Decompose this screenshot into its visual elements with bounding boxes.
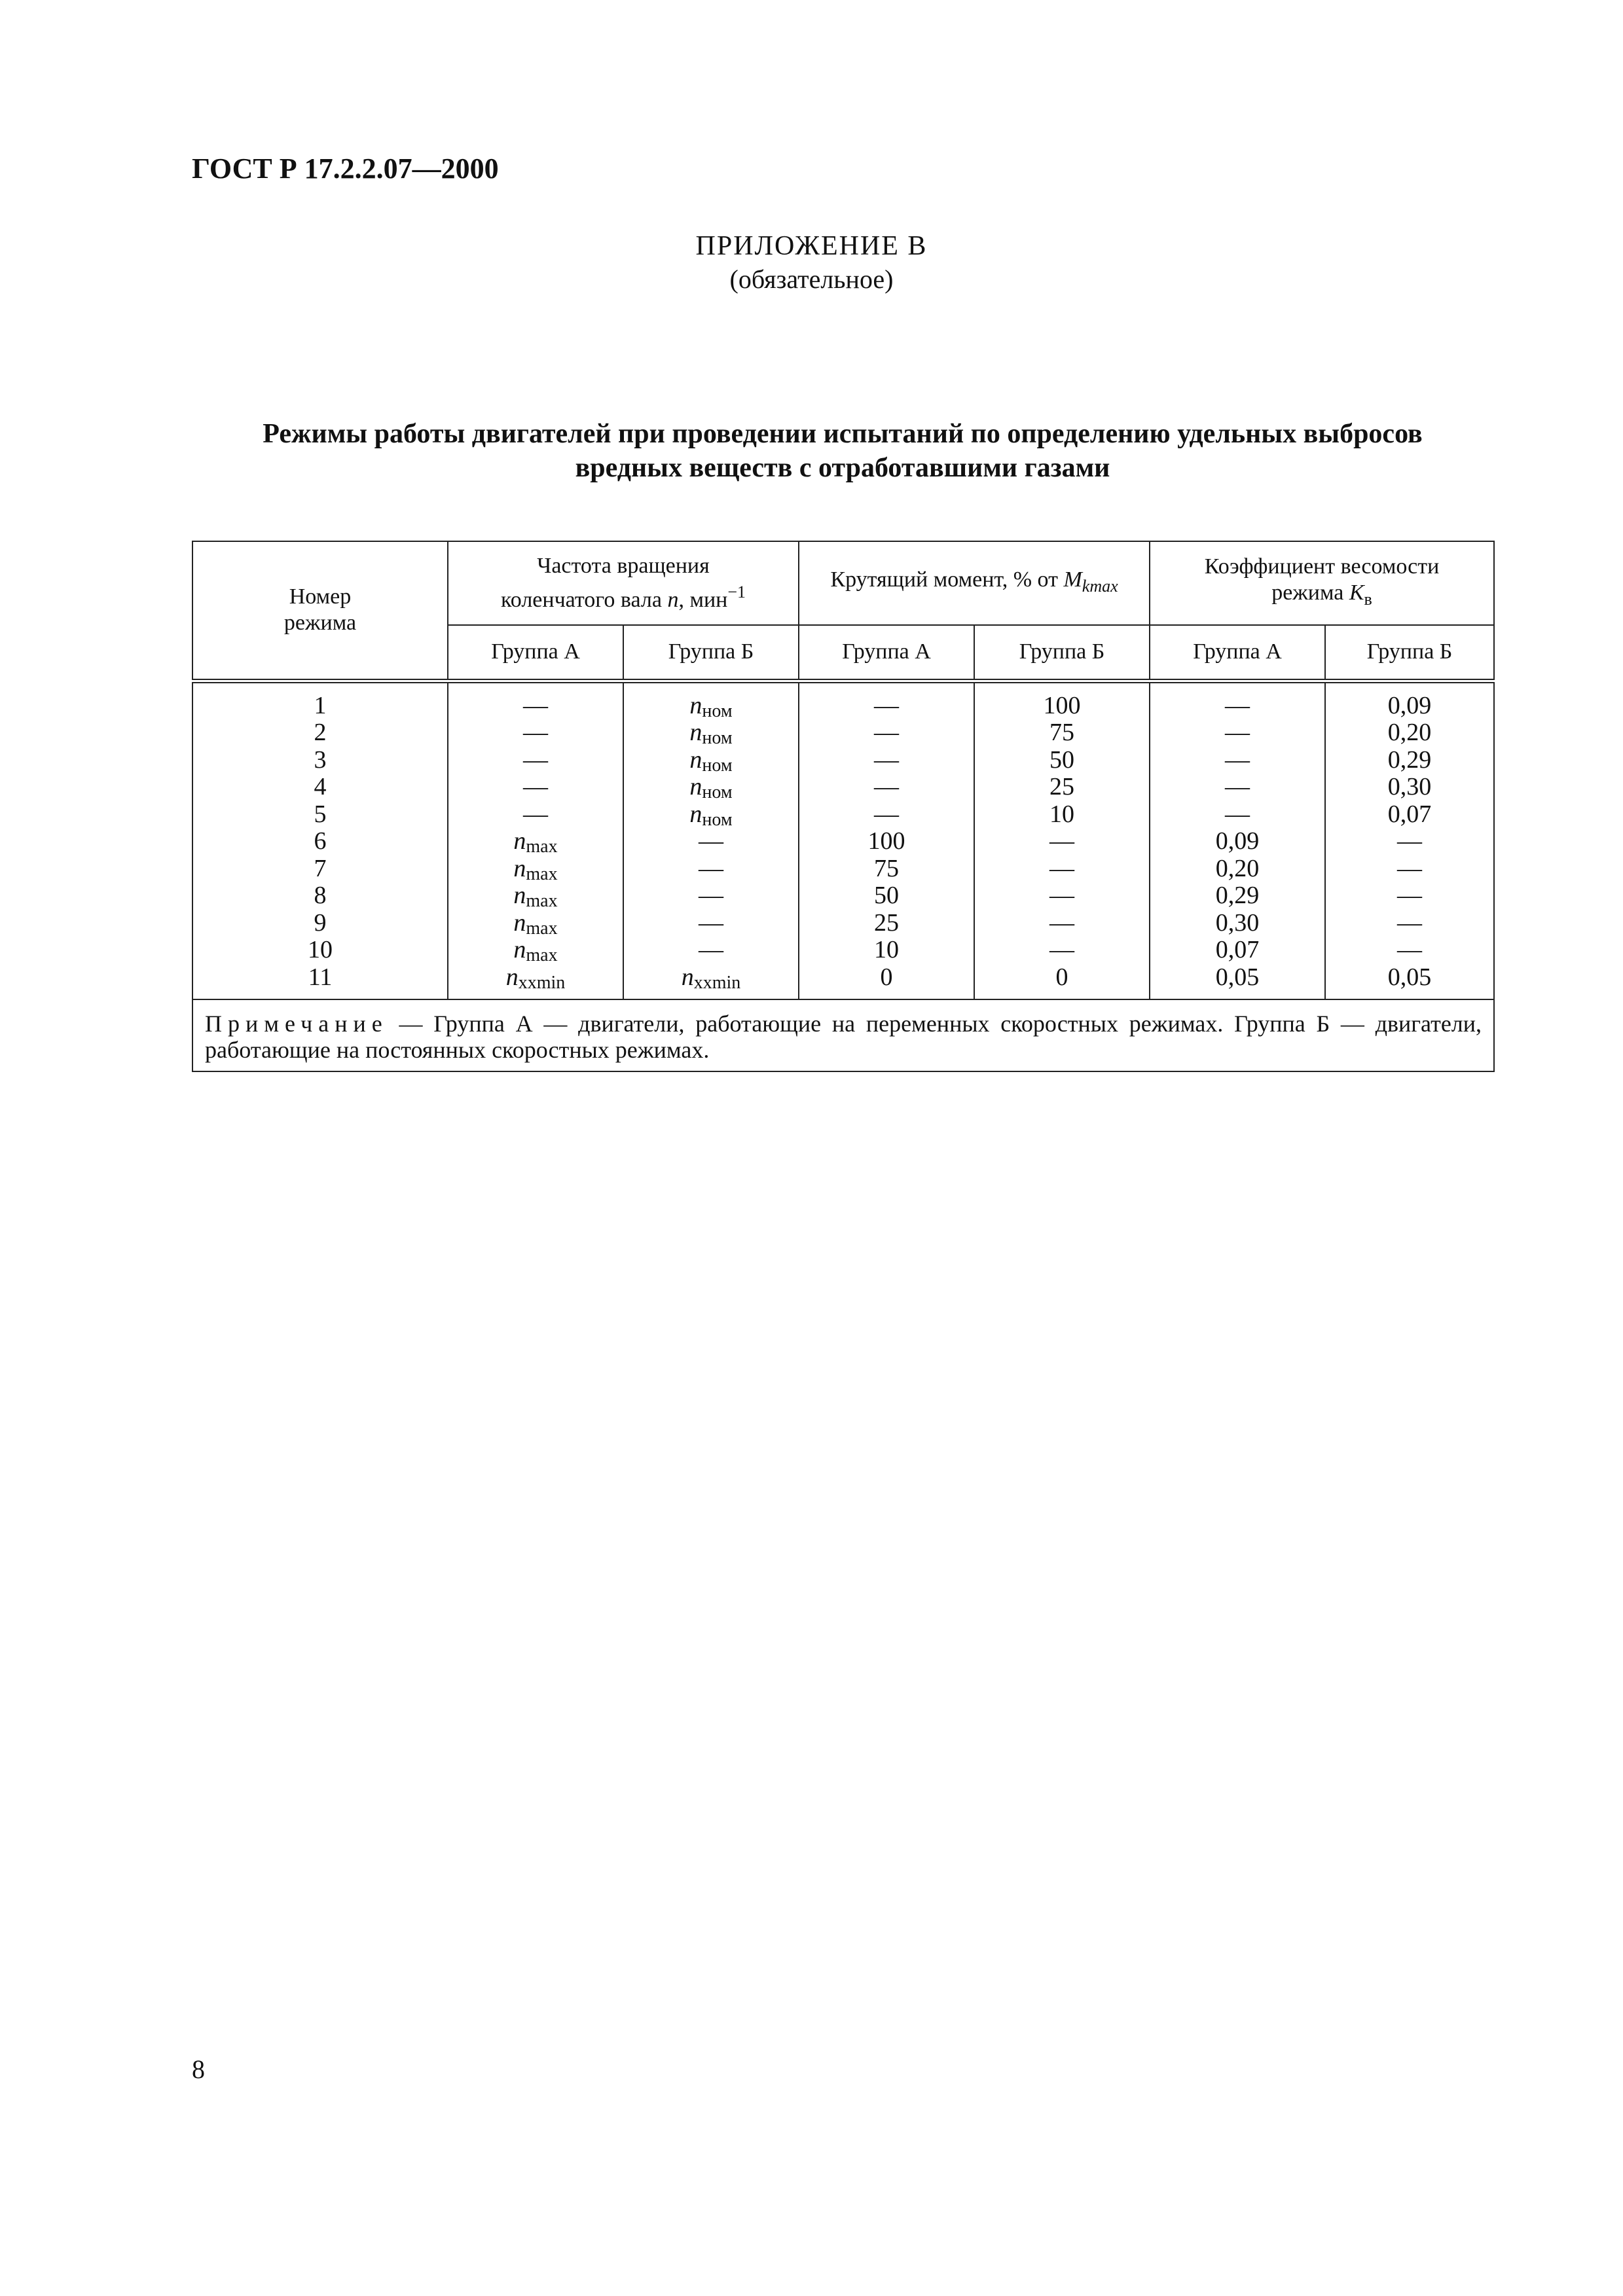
table-cell-freq-a: — xyxy=(523,745,548,774)
table-cell-torque-b: 0 xyxy=(1055,963,1068,991)
column-frequency-group-b-values xyxy=(624,692,798,992)
group-a-weight-header: Группа А xyxy=(1150,625,1325,681)
table-cell-weight-b: — xyxy=(1397,882,1423,909)
table-cell-torque-b: — xyxy=(1049,854,1075,882)
table-cell-freq-b: $n_{ном}$ xyxy=(689,745,733,776)
table-body-row xyxy=(192,681,1494,999)
table-cell-freq-b: $n_{xxmin}$ xyxy=(681,963,741,993)
table-cell-weight-b: — xyxy=(1397,936,1423,963)
table-cell-mode: 7 xyxy=(314,854,327,882)
table-cell-freq-b: $n_{ном}$ xyxy=(689,773,733,802)
group-b-torque-header: Группа Б xyxy=(974,625,1150,681)
table-cell-freq-b: $n_{ном}$ xyxy=(689,800,733,830)
column-weight-group-a-values xyxy=(1150,692,1324,992)
table-cell-weight-a: — xyxy=(1225,800,1250,828)
table-cell-weight-b: 0,20 xyxy=(1387,719,1432,746)
table-cell-torque-a: 25 xyxy=(874,908,900,937)
table-cell-weight-b: 0,29 xyxy=(1387,745,1432,774)
table-cell-torque-b: 25 xyxy=(1049,773,1075,800)
column-frequency-group-a-values xyxy=(448,692,623,992)
column-torque-group-a-values xyxy=(799,692,974,992)
column-header-mode xyxy=(192,541,448,681)
table-cell-mode: 3 xyxy=(314,745,327,774)
table-cell-torque-a: — xyxy=(874,745,900,774)
column-weight-group-b-values xyxy=(1326,692,1493,992)
table-cell-torque-b: — xyxy=(1049,882,1075,909)
table-cell-freq-b: — xyxy=(699,882,723,909)
document-code: ГОСТ Р 17.2.2.07—2000 xyxy=(192,152,499,185)
table-cell-freq-b: — xyxy=(699,908,723,937)
table-cell-torque-b: — xyxy=(1049,908,1075,937)
table-cell-freq-a: — xyxy=(523,773,548,800)
table-cell-torque-a: 100 xyxy=(867,827,905,855)
column-header-weight-line-1: Коэффициент весомости xyxy=(1204,554,1440,579)
table-cell-mode: 2 xyxy=(314,719,327,746)
table-cell-mode: 6 xyxy=(314,827,327,855)
table-cell-torque-a: 75 xyxy=(874,854,900,882)
table-cell-freq-a: — xyxy=(523,719,548,746)
table-cell-torque-a: — xyxy=(874,719,900,746)
table-cell-mode: 1 xyxy=(314,691,327,719)
table-cell-weight-a: — xyxy=(1225,773,1250,800)
weight-symbol: K xyxy=(1349,581,1364,605)
table-cell-torque-b: 10 xyxy=(1049,800,1075,828)
appendix-title: ПРИЛОЖЕНИЕ В xyxy=(695,231,928,261)
table-cell-weight-b: — xyxy=(1397,854,1423,882)
table-cell-weight-a: 0,07 xyxy=(1215,936,1260,963)
table-cell-weight-a: 0,05 xyxy=(1215,963,1260,991)
table-cell-freq-a: $n_{max}$ xyxy=(513,908,558,939)
table-title xyxy=(192,417,1493,485)
table-cell-freq-a: $n_{xxmin}$ xyxy=(505,963,566,993)
table-cell-mode: 9 xyxy=(314,908,327,937)
table-cell-freq-a: $n_{max}$ xyxy=(513,854,558,884)
column-torque-group-b-values xyxy=(975,692,1149,992)
table-cell-torque-a: 10 xyxy=(874,936,900,963)
note-label: Примечание xyxy=(205,1011,388,1037)
table-cell-freq-a: — xyxy=(523,800,548,828)
torque-symbol: M xyxy=(1063,567,1082,592)
table-cell-freq-a: $n_{max}$ xyxy=(513,936,558,965)
table-cell-torque-b: 75 xyxy=(1049,719,1075,746)
column-header-frequency xyxy=(448,541,799,625)
appendix-heading xyxy=(0,229,1623,296)
table-cell-freq-a: $n_{max}$ xyxy=(513,827,558,857)
table-cell-freq-b: $n_{ном}$ xyxy=(689,691,733,721)
table-cell-weight-a: 0,09 xyxy=(1215,827,1260,855)
table-cell-freq-b: — xyxy=(699,827,723,855)
table-cell-torque-a: 0 xyxy=(880,963,893,991)
group-a-frequency-header: Группа А xyxy=(448,625,623,681)
column-header-mode-text: Номер режима xyxy=(283,584,357,636)
table-cell-weight-a: — xyxy=(1225,691,1250,719)
group-b-weight-header: Группа Б xyxy=(1325,625,1494,681)
group-a-torque-header: Группа А xyxy=(799,625,974,681)
appendix-status: (обязательное) xyxy=(729,264,894,294)
note-text: — Группа А — двигатели, работающие на переменных скоростных режимах. Группа Б — двигатели, работающие на постоянных скоростных режимах. xyxy=(205,1011,1482,1063)
table-title-line-1: Режимы работы двигателей при проведении испытаний по определению удельных выбросов xyxy=(263,419,1423,449)
table-cell-weight-b: — xyxy=(1397,827,1423,855)
table-cell-torque-a: — xyxy=(874,773,900,800)
table-cell-torque-a: — xyxy=(874,800,900,828)
table-cell-weight-b: 0,30 xyxy=(1387,773,1432,800)
frequency-unit: , мин xyxy=(678,588,728,612)
table-cell-weight-a: — xyxy=(1225,719,1250,746)
table-title-line-2: вредных веществ с отработавшими газами xyxy=(575,453,1110,483)
weight-symbol-subscript: в xyxy=(1364,590,1372,609)
table-cell-weight-a: 0,20 xyxy=(1215,854,1260,882)
modes-table xyxy=(192,541,1495,1072)
table-cell-weight-b: 0,05 xyxy=(1387,963,1432,991)
table-cell-mode: 10 xyxy=(308,936,333,963)
column-header-frequency-line-1: Частота вращения xyxy=(537,554,710,578)
table-cell-mode: 8 xyxy=(314,882,327,909)
group-b-frequency-header: Группа Б xyxy=(623,625,799,681)
table-cell-freq-b: — xyxy=(699,854,723,882)
column-header-torque xyxy=(799,541,1150,625)
table-cell-mode: 5 xyxy=(314,800,327,828)
table-cell-weight-b: — xyxy=(1397,908,1423,937)
table-cell-freq-a: — xyxy=(523,691,548,719)
column-header-weight-line-2: режима xyxy=(1271,581,1349,605)
table-cell-mode: 11 xyxy=(308,963,333,991)
page-number: 8 xyxy=(192,2054,205,2084)
frequency-symbol: n xyxy=(667,588,679,612)
table-cell-weight-a: 0,29 xyxy=(1215,882,1260,909)
column-header-weight xyxy=(1150,541,1494,625)
table-cell-freq-b: $n_{ном}$ xyxy=(689,719,733,748)
table-cell-freq-b: — xyxy=(699,936,723,963)
column-mode-values xyxy=(193,692,447,992)
table-cell-mode: 4 xyxy=(314,773,327,800)
table-cell-weight-a: — xyxy=(1225,745,1250,774)
table-cell-torque-a: 50 xyxy=(874,882,900,909)
column-header-frequency-line-2: коленчатого вала xyxy=(500,588,668,612)
column-header-torque-text: Крутящий момент, % от xyxy=(830,567,1064,592)
table-cell-torque-a: — xyxy=(874,691,900,719)
table-cell-weight-b: 0,09 xyxy=(1387,691,1432,719)
table-cell-torque-b: — xyxy=(1049,936,1075,963)
table-cell-torque-b: — xyxy=(1049,827,1075,855)
torque-symbol-subscript: kmax xyxy=(1082,577,1118,596)
frequency-unit-exponent: −1 xyxy=(727,583,746,601)
table-cell-torque-b: 50 xyxy=(1049,745,1075,774)
table-cell-freq-a: $n_{max}$ xyxy=(513,882,558,911)
table-cell-weight-b: 0,07 xyxy=(1387,800,1432,828)
table-cell-torque-b: 100 xyxy=(1043,691,1081,719)
table-cell-weight-a: 0,30 xyxy=(1215,908,1260,937)
table-note xyxy=(192,999,1494,1071)
